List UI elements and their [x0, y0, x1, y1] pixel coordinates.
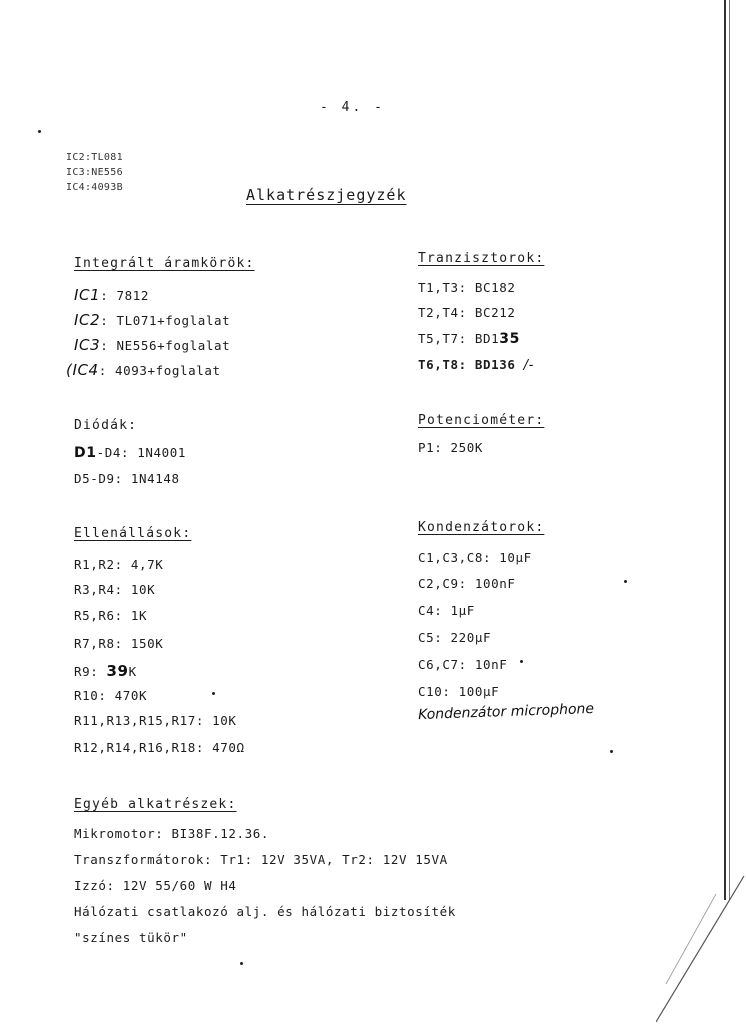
- transistor-value: T2,T4: BC212: [418, 305, 516, 320]
- page-edge-line: [724, 0, 726, 900]
- transistor-value: T5,T7: BD1: [418, 331, 500, 346]
- transistor-row-4: [418, 357, 534, 373]
- scan-speck: [610, 750, 613, 753]
- other-row-2: Transzformátorok: Tr1: 12V 35VA, Tr2: 12V 15VA: [74, 852, 448, 867]
- other-row-3: Izzó: 12V 55/60 W H4: [74, 878, 237, 893]
- page-title: Alkatrészjegyzék: [246, 186, 407, 204]
- potentiometer-row: P1: 250K: [418, 440, 484, 455]
- scan-speck: [624, 580, 627, 583]
- resistor-row-3: R5,R6: 1K: [74, 608, 148, 623]
- integrated-heading: Integrált áramkörök:: [74, 256, 255, 271]
- other-row-5: "színes tükör": [74, 930, 188, 945]
- ic-value: : 4093+foglalat: [98, 363, 221, 378]
- diode-row-2: [74, 471, 180, 486]
- ic-value: : TL071+foglalat: [100, 313, 231, 328]
- stamp-line-1: IC2:TL081: [66, 152, 123, 163]
- ic-hand-label: IC3: [74, 336, 101, 354]
- capacitor-handwritten-note: Kondenzátor microphone: [417, 700, 595, 724]
- diode-hand-label: D1: [74, 445, 97, 461]
- other-row-1: Mikromotor: BI38F.12.36.: [74, 826, 270, 841]
- transistors-heading: Tranzisztorok:: [418, 251, 545, 266]
- diode-row-1: [74, 445, 186, 461]
- stamp-line-3: IC4:4093B: [66, 182, 123, 193]
- scan-speck: [240, 962, 243, 965]
- transistor-row-1: [418, 280, 516, 295]
- ic-row-4: [66, 361, 221, 379]
- other-row-4: Hálózati csatlakozó alj. és hálózati biztosíték: [74, 904, 456, 919]
- page-number: - 4. -: [320, 100, 385, 115]
- resistor-row-7: R11,R13,R15,R17: 10K: [74, 713, 237, 728]
- resistor-row-5: [74, 662, 137, 680]
- transistor-value: T1,T3: BC182: [418, 280, 516, 295]
- ic-hand-label: (IC4: [66, 361, 99, 379]
- transistor-value: T6,T8: BD136: [418, 357, 516, 372]
- diode-value: D5-D9: 1N4148: [74, 471, 180, 486]
- transistor-hand-correction: 35: [499, 331, 520, 347]
- ic-row-1: [74, 286, 149, 304]
- resistor-row-4: R7,R8: 150K: [74, 636, 164, 651]
- diodes-heading: Diódák:: [74, 418, 138, 433]
- transistor-row-2: [418, 305, 516, 320]
- resistor-unit: K: [128, 664, 137, 679]
- ic-hand-label: IC1: [74, 286, 101, 304]
- capacitor-row-1: C1,C3,C8: 10µF: [418, 550, 532, 565]
- diode-value: -D4: 1N4001: [96, 445, 186, 460]
- transistor-row-3: [418, 331, 520, 347]
- ic-hand-label: IC2: [74, 311, 101, 329]
- stamp-line-2: IC3:NE556: [66, 167, 123, 178]
- page-fold-corner: [656, 874, 746, 1024]
- capacitor-row-4: C5: 220µF: [418, 630, 492, 645]
- page-edge-line-inner: [729, 0, 730, 900]
- capacitor-row-2: C2,C9: 100nF: [418, 576, 516, 591]
- resistor-value: R9:: [74, 664, 107, 679]
- scan-speck: [212, 692, 215, 695]
- capacitors-heading: Kondenzátorok:: [418, 520, 545, 535]
- ic-value: : 7812: [100, 288, 150, 303]
- resistor-row-6: R10: 470K: [74, 688, 148, 703]
- other-heading: Egyéb alkatrészek:: [74, 797, 237, 812]
- transistor-hand-mark: /-: [523, 358, 534, 373]
- resistor-row-1: R1,R2: 4,7K: [74, 557, 164, 572]
- capacitor-row-3: C4: 1µF: [418, 603, 475, 618]
- ic-row-3: [74, 336, 230, 354]
- resistors-heading: Ellenállások:: [74, 526, 192, 541]
- ic-value: : NE556+foglalat: [100, 338, 231, 353]
- resistor-hand-correction: 39: [106, 662, 129, 680]
- potentiometer-heading: Potenciométer:: [418, 413, 545, 428]
- capacitor-row-6: C10: 100µF: [418, 684, 500, 699]
- resistor-row-8: R12,R14,R16,R18: 470Ω: [74, 740, 245, 755]
- resistor-row-2: R3,R4: 10K: [74, 582, 156, 597]
- capacitor-row-5: C6,C7: 10nF: [418, 657, 508, 672]
- scan-speck: [38, 130, 41, 133]
- scan-speck: [520, 660, 523, 663]
- ic-row-2: [74, 311, 230, 329]
